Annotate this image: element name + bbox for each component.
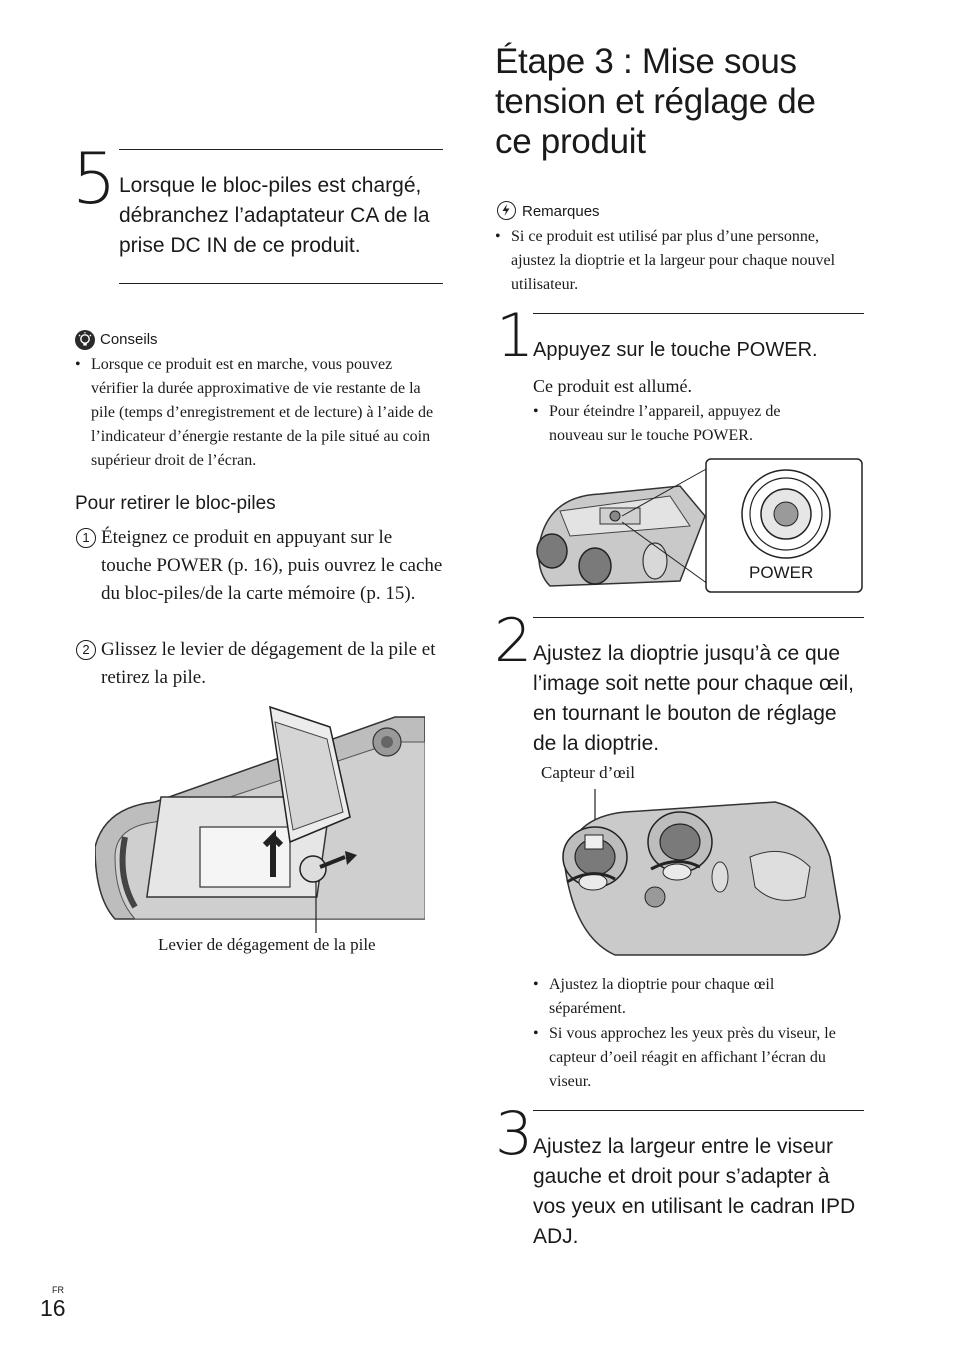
step3-text: Ajustez la largeur entre le viseur gauche et droit pour s’adapter à vos yeux en utilisant le cadran IPD ADJ. (533, 1135, 856, 1248)
step2-bullet-2: • Si vous approchez les yeux près du viseur, le capteur d’oeil réagit en affichant l’écran du viseur. (533, 1022, 858, 1094)
step2-text: Ajustez la dioptrie jusqu’à ce que l’image soit nette pour chaque œil, en tournant le bouton de réglage de la dioptrie. (533, 642, 854, 755)
page-title: Étape 3 : Mise sous tension et réglage de ce produit (495, 42, 816, 161)
step5-bottom-rule (119, 283, 443, 284)
step2-number: 2 (494, 606, 533, 676)
page-lang-code: FR (52, 1285, 64, 1295)
power-button-label: POWER (749, 563, 814, 582)
step5-top-rule (119, 149, 443, 150)
step3-number: 3 (495, 1099, 534, 1169)
step3-top-rule (533, 1110, 864, 1111)
step1-bullet: • Pour éteindre l’appareil, appuyez de nouveau sur le touche POWER. (533, 400, 833, 448)
battery-figure-caption: Levier de dégagement de la pile (158, 935, 376, 954)
page-number: 16 (40, 1295, 66, 1321)
notes-icon (497, 201, 516, 220)
remove-item-1-num: 1 (76, 528, 96, 548)
notes-bullet: • Si ce produit est utilisé par plus d’une personne, ajustez la dioptrie et la largeur pour chaque nouvel utilisateur. (495, 225, 867, 297)
tips-bullet: • Lorsque ce produit est en marche, vous pouvez vérifier la durée approximative de vie restante de la pile (temps d’enregistrement et de lecture) à l’aide de l’indicateur d’énergie restante de la pile situé au coin supérieur droit de l’écran. (75, 353, 441, 473)
battery-removal-illustration (95, 697, 425, 937)
step1-top-rule (533, 313, 864, 314)
power-illustration (530, 456, 870, 596)
step1-text: Appuyez sur le touche POWER. (533, 339, 818, 361)
notes-bullet-text: Si ce produit est utilisé par plus d’une personne, ajustez la dioptrie et la largeur pour chaque nouvel utilisateur. (511, 228, 836, 293)
step5-text: Lorsque le bloc-piles est chargé, débranchez l’adaptateur CA de la prise DC IN de ce produit. (119, 174, 430, 257)
step5-number: 5 (72, 138, 117, 220)
remove-item-1-text: Éteignez ce produit en appuyant sur le touche POWER (p. 16), puis ouvrez le cache du bloc-piles/de la carte mémoire (p. 15). (101, 527, 443, 604)
eye-sensor-caption: Capteur d’œil (541, 763, 635, 782)
tips-bullet-text: Lorsque ce produit est en marche, vous pouvez vérifier la durée approximative de vie restante de la pile (temps d’enregistrement et de lecture) à l’aide de l’indicateur d’énergie restante de la pile situé au coin supérieur droit de l’écran. (91, 356, 434, 469)
tips-heading: Conseils (100, 331, 158, 348)
step1-bullet-text: Pour éteindre l’appareil, appuyez de nouveau sur le touche POWER. (549, 403, 781, 444)
remove-heading: Pour retirer le bloc-piles (75, 493, 276, 514)
remove-item-2-num: 2 (76, 640, 96, 660)
step2-bullet-2-text: Si vous approchez les yeux près du viseur, le capteur d’oeil réagit en affichant l’écran du viseur. (549, 1025, 836, 1090)
step1-number: 1 (496, 301, 535, 371)
step2-bullet-1: • Ajustez la dioptrie pour chaque œil séparément. (533, 973, 853, 1021)
step1-sub: Ce produit est allumé. (533, 376, 692, 396)
notes-heading: Remarques (522, 203, 600, 220)
diopter-illustration (555, 787, 855, 962)
remove-item-2-text: Glissez le levier de dégagement de la pile et retirez la pile. (101, 639, 436, 688)
step2-bullet-1-text: Ajustez la dioptrie pour chaque œil séparément. (549, 976, 775, 1017)
step2-top-rule (533, 617, 864, 618)
tips-icon (75, 330, 95, 350)
